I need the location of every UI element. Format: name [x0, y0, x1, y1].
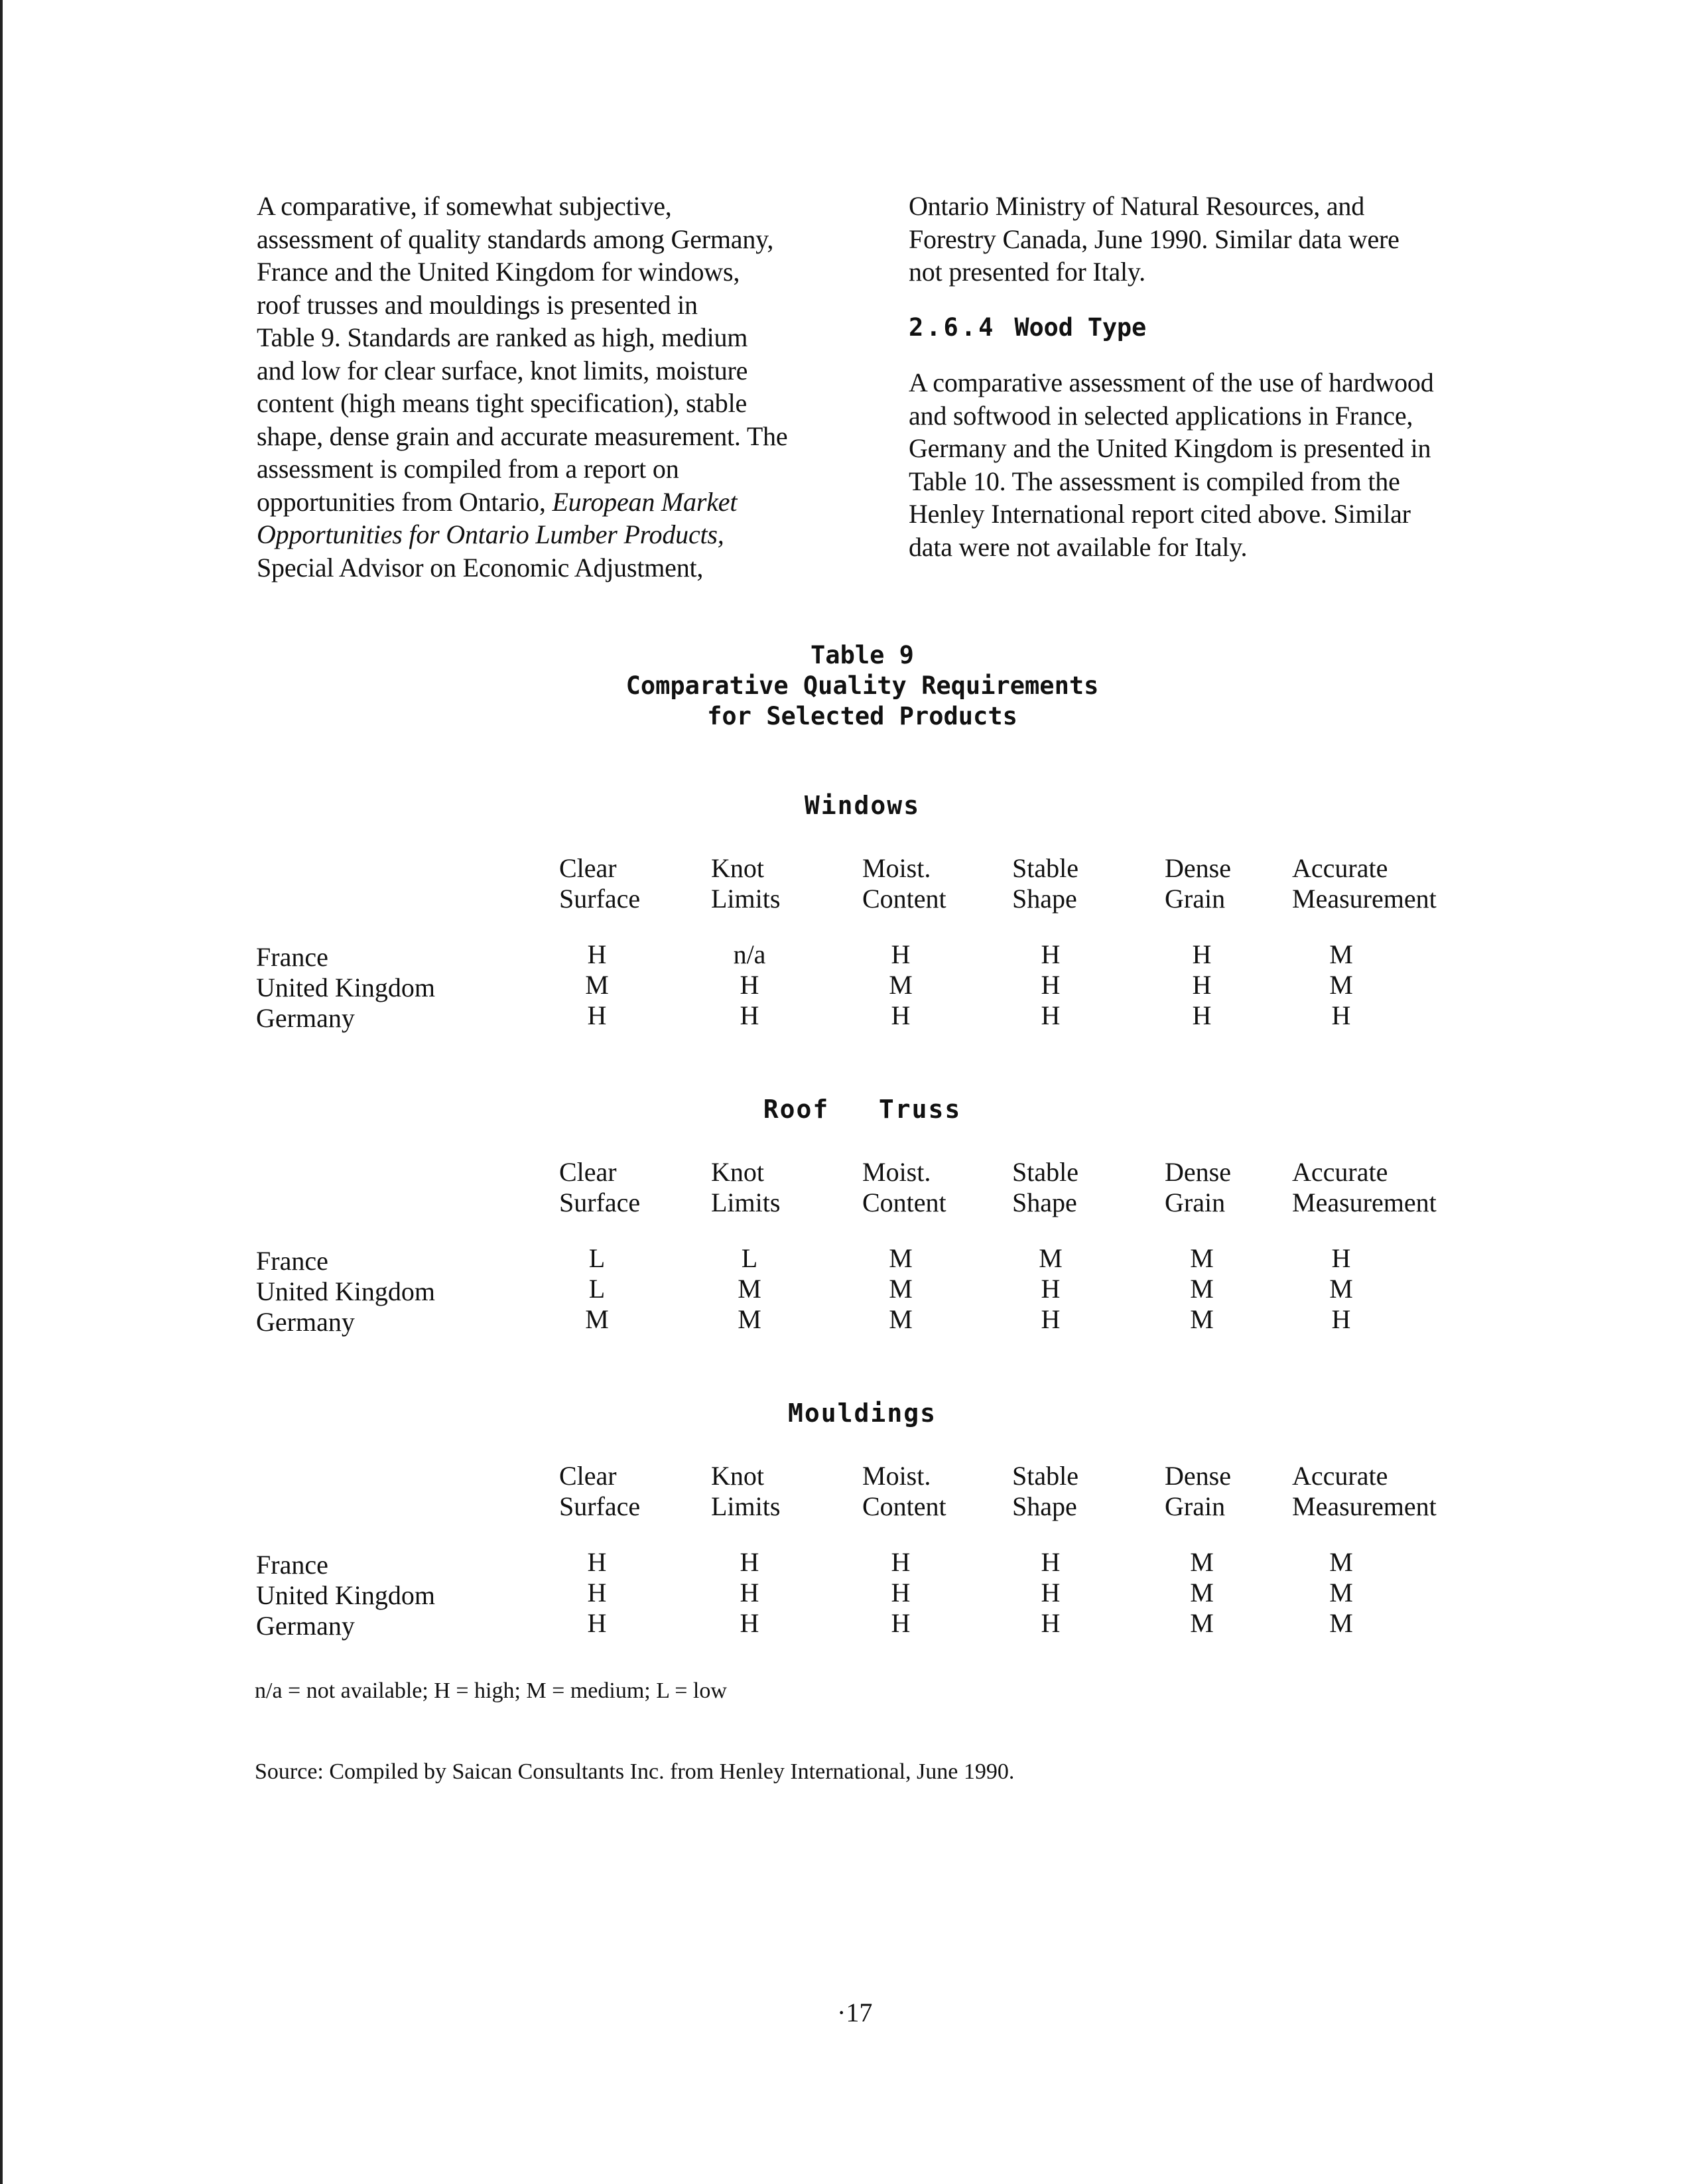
- table-cell: H: [740, 1000, 759, 1030]
- column-header-line: Surface: [559, 1188, 641, 1217]
- table-cell: M: [585, 970, 609, 1000]
- column-header: [711, 1157, 780, 1218]
- column-header: [1292, 1461, 1437, 1522]
- table-cell: H: [1041, 1608, 1061, 1638]
- column-header-line: Limits: [711, 1188, 781, 1217]
- column-header-line: Content: [862, 1188, 946, 1217]
- table-cell: M: [738, 1274, 761, 1304]
- column-header-line: Dense: [1165, 853, 1231, 883]
- table-cell: L: [588, 1243, 606, 1273]
- row-label: United Kingdom: [256, 973, 435, 1002]
- table-cell: H: [587, 1547, 607, 1577]
- right-line: Forestry Canada, June 1990. Similar data were: [909, 224, 1400, 254]
- table-cell: M: [889, 1243, 913, 1273]
- column-header-line: Grain: [1165, 1188, 1226, 1217]
- table-cell: H: [1041, 1578, 1061, 1607]
- table-cell: M: [889, 970, 913, 1000]
- table-cell: H: [1331, 1243, 1351, 1273]
- table-cell: H: [1192, 970, 1212, 1000]
- table-cell: M: [1190, 1547, 1214, 1577]
- table-cell: H: [1041, 970, 1061, 1000]
- left-line: [257, 518, 827, 551]
- table-legend: n/a = not available; H = high; M = medium; L = low: [255, 1678, 727, 1703]
- table-title-line: Comparative Quality Requirements: [625, 671, 1099, 700]
- table-title-line: Table 9: [811, 641, 914, 669]
- table-section-title: Mouldings: [788, 1399, 937, 1428]
- left-line: Special Advisor on Economic Adjustment,: [257, 552, 704, 582]
- table-cell: M: [889, 1304, 913, 1334]
- column-header: [862, 1157, 946, 1218]
- column-header: [1292, 1157, 1437, 1218]
- column-header-line: Knot: [711, 1461, 764, 1491]
- column-header-line: Stable: [1012, 853, 1078, 883]
- column-header-line: Surface: [559, 1491, 641, 1521]
- column-header: [559, 853, 640, 914]
- column-header-line: Stable: [1012, 1157, 1078, 1187]
- table-cell: H: [740, 1608, 759, 1638]
- table-cell: M: [1190, 1608, 1214, 1638]
- left-line: Table 9. Standards are ranked as high, medium: [257, 322, 748, 352]
- column-header: [862, 853, 946, 914]
- column-header: [1012, 853, 1078, 914]
- table-cell: M: [1329, 970, 1353, 1000]
- column-header-line: Moist.: [862, 1461, 931, 1491]
- table-cell: M: [1329, 1274, 1353, 1304]
- table-cell: H: [891, 939, 911, 969]
- table-title: [464, 640, 1260, 732]
- report-title-italic: European Market: [552, 486, 738, 517]
- column-header-line: Measurement: [1292, 1491, 1437, 1521]
- table-cell: M: [1329, 1578, 1353, 1607]
- page-number: ·17: [837, 1998, 873, 2027]
- table-cell: M: [1039, 1243, 1063, 1273]
- column-header-line: Clear: [559, 853, 617, 883]
- table-cell: H: [740, 1547, 759, 1577]
- column-header-line: Accurate: [1292, 1461, 1388, 1491]
- row-label: France: [256, 942, 328, 972]
- column-header-line: Grain: [1165, 884, 1226, 914]
- table-cell: H: [740, 970, 759, 1000]
- column-header-line: Knot: [711, 853, 764, 883]
- table-cell: H: [1192, 1000, 1212, 1030]
- left-line: content (high means tight specification), stable: [257, 388, 748, 418]
- table-cell: M: [585, 1304, 609, 1334]
- table-cell: H: [891, 1547, 911, 1577]
- table-cell: L: [588, 1274, 606, 1304]
- column-header: [711, 1461, 780, 1522]
- table-cell: H: [1041, 1000, 1061, 1030]
- column-header-line: Clear: [559, 1461, 617, 1491]
- table-cell: M: [738, 1304, 761, 1334]
- left-line: shape, dense grain and accurate measurement. The: [257, 421, 788, 451]
- page-edge: [0, 0, 3, 2184]
- report-title-italic: Opportunities for Ontario Lumber Products,: [257, 519, 724, 549]
- table-cell: H: [891, 1578, 911, 1607]
- column-header-line: Content: [862, 884, 946, 914]
- column-header-line: Limits: [711, 884, 781, 914]
- table-cell: H: [1192, 939, 1212, 969]
- column-header: [862, 1461, 946, 1522]
- column-header: [559, 1461, 640, 1522]
- table-cell: M: [889, 1274, 913, 1304]
- section-title: Wood Type: [1014, 312, 1147, 342]
- column-header-line: Shape: [1012, 1188, 1077, 1217]
- table-cell: M: [1190, 1274, 1214, 1304]
- table-cell: H: [891, 1000, 911, 1030]
- row-label: United Kingdom: [256, 1276, 435, 1306]
- right-line: Ontario Ministry of Natural Resources, and: [909, 191, 1364, 221]
- left-line: assessment of quality standards among Germany,: [257, 224, 774, 254]
- column-header-line: Content: [862, 1491, 946, 1521]
- row-label: United Kingdom: [256, 1580, 435, 1610]
- row-label: France: [256, 1246, 328, 1276]
- column-header-line: Moist.: [862, 1157, 931, 1187]
- column-header-line: Limits: [711, 1491, 781, 1521]
- column-header: [1292, 853, 1437, 914]
- column-header: [711, 853, 780, 914]
- left-line: assessment is compiled from a report on: [257, 454, 679, 484]
- column-header-line: Shape: [1012, 884, 1077, 914]
- row-label: France: [256, 1550, 328, 1580]
- right-line: Germany and the United Kingdom is presented in: [909, 433, 1431, 463]
- column-header-line: Knot: [711, 1157, 764, 1187]
- column-header-line: Measurement: [1292, 1188, 1437, 1217]
- section-heading: [909, 311, 1479, 344]
- table-cell: M: [1329, 939, 1353, 969]
- column-header: [559, 1157, 640, 1218]
- column-header-line: Grain: [1165, 1491, 1226, 1521]
- left-column-text: [257, 190, 827, 584]
- table-cell: H: [1041, 1304, 1061, 1334]
- column-header-line: Measurement: [1292, 884, 1437, 914]
- table-source: Source: Compiled by Saican Consultants Inc. from Henley International, June 1990.: [255, 1759, 1015, 1784]
- column-header: [1165, 853, 1231, 914]
- table-cell: H: [1041, 1274, 1061, 1304]
- table-cell: H: [1331, 1304, 1351, 1334]
- right-line: and softwood in selected applications in France,: [909, 400, 1413, 431]
- right-column-text: [909, 190, 1479, 563]
- table-cell: M: [1190, 1304, 1214, 1334]
- table-cell: H: [740, 1578, 759, 1607]
- left-line: roof trusses and mouldings is presented in: [257, 289, 698, 320]
- table-cell: H: [1041, 939, 1061, 969]
- row-label: Germany: [256, 1611, 355, 1641]
- table-cell: H: [1331, 1000, 1351, 1030]
- section-number: 2.6.4: [909, 312, 996, 342]
- column-header-line: Clear: [559, 1157, 617, 1187]
- column-header: [1165, 1157, 1231, 1218]
- table-cell: H: [891, 1608, 911, 1638]
- column-header: [1012, 1461, 1078, 1522]
- table-section-title: Windows: [804, 791, 921, 820]
- column-header-line: Moist.: [862, 853, 931, 883]
- table-cell: M: [1329, 1608, 1353, 1638]
- left-line-text: opportunities from Ontario,: [257, 486, 546, 517]
- left-line: [257, 486, 827, 519]
- left-line: France and the United Kingdom for windows,: [257, 257, 740, 287]
- row-label: Germany: [256, 1003, 355, 1033]
- right-line: data were not available for Italy.: [909, 531, 1248, 562]
- row-label: Germany: [256, 1307, 355, 1337]
- column-header-line: Dense: [1165, 1461, 1231, 1491]
- column-header-line: Stable: [1012, 1461, 1078, 1491]
- column-header-line: Surface: [559, 884, 641, 914]
- right-line: Henley International report cited above. Similar: [909, 499, 1411, 529]
- column-header: [1165, 1461, 1231, 1522]
- right-line: not presented for Italy.: [909, 257, 1145, 287]
- table-cell: H: [587, 1578, 607, 1607]
- column-header-line: Shape: [1012, 1491, 1077, 1521]
- table-cell: L: [741, 1243, 758, 1273]
- table-cell: M: [1329, 1547, 1353, 1577]
- table-cell: M: [1190, 1578, 1214, 1607]
- table-cell: M: [1190, 1243, 1214, 1273]
- left-line: A comparative, if somewhat subjective,: [257, 191, 672, 221]
- right-line: Table 10. The assessment is compiled from the: [909, 466, 1400, 496]
- table-section-title: Roof Truss: [763, 1095, 962, 1124]
- table-cell: H: [587, 1000, 607, 1030]
- column-header: [1012, 1157, 1078, 1218]
- table-title-line: for Selected Products: [707, 702, 1017, 730]
- table-cell: H: [1041, 1547, 1061, 1577]
- column-header-line: Accurate: [1292, 853, 1388, 883]
- column-header-line: Accurate: [1292, 1157, 1388, 1187]
- table-cell: H: [587, 939, 607, 969]
- table-cell: n/a: [733, 939, 766, 969]
- left-line: and low for clear surface, knot limits, moisture: [257, 355, 748, 385]
- column-header-line: Dense: [1165, 1157, 1231, 1187]
- table-cell: H: [587, 1608, 607, 1638]
- right-line: A comparative assessment of the use of hardwood: [909, 368, 1434, 397]
